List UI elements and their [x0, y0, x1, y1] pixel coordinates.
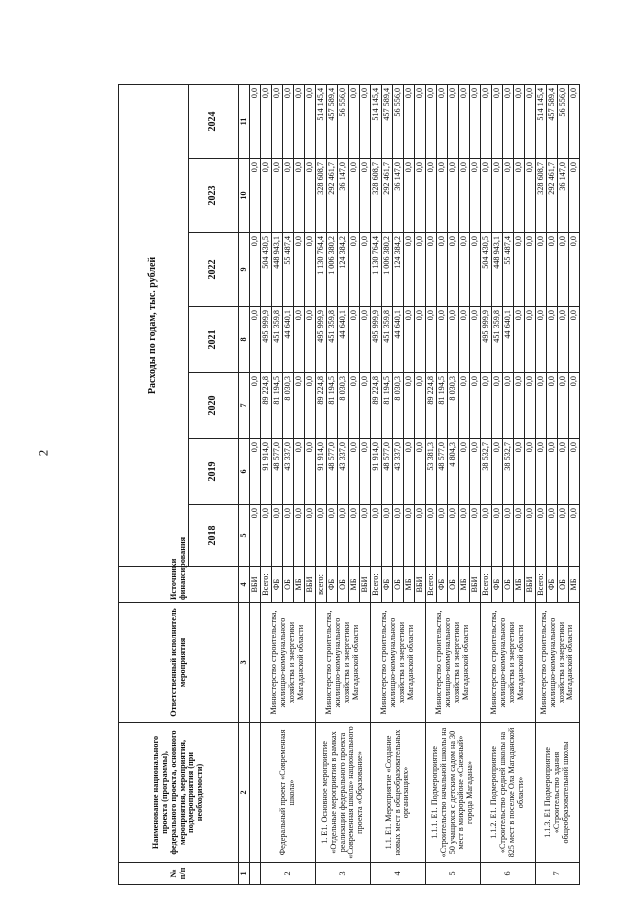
- row-source: Всего:: [536, 567, 547, 603]
- row-value: 55 487,4: [283, 233, 294, 307]
- row-value: 0,0: [492, 373, 503, 439]
- page-number: 2: [35, 449, 51, 457]
- row-value: 0,0: [415, 307, 426, 373]
- row-value: 53 381,3: [426, 439, 437, 505]
- row-number: 3: [316, 863, 371, 885]
- row-value: 0,0: [503, 84, 514, 158]
- table-row: [481, 84, 492, 884]
- row-value: 0,0: [448, 84, 459, 158]
- row-value: 0,0: [360, 505, 371, 567]
- row-value: 0,0: [481, 373, 492, 439]
- row-value: 0,0: [514, 439, 525, 505]
- row-source: ФБ: [327, 567, 338, 603]
- row-source: Всего:: [481, 567, 492, 603]
- row-value: 0,0: [558, 233, 569, 307]
- row-value: 0,0: [448, 505, 459, 567]
- row-value: 0,0: [404, 159, 415, 233]
- row-value: 8 030,3: [283, 373, 294, 439]
- row-value: 0,0: [547, 373, 558, 439]
- row-value: 504 430,5: [481, 233, 492, 307]
- row-value: 36 147,0: [558, 159, 569, 233]
- row-value: 292 461,7: [547, 159, 558, 233]
- row-value: 0,0: [459, 439, 470, 505]
- row-source: ФБ: [272, 567, 283, 603]
- row-value: 0,0: [316, 505, 327, 567]
- header-year: 2019: [189, 439, 239, 505]
- header-column-number: 7: [239, 373, 250, 439]
- row-value: 0,0: [514, 159, 525, 233]
- row-value: 89 224,8: [316, 373, 327, 439]
- row-source: ВБИ: [360, 567, 371, 603]
- row-value: 0,0: [404, 373, 415, 439]
- header-expenses: Расходы по годам, тыс. рублей: [119, 84, 189, 566]
- row-value: 36 147,0: [393, 159, 404, 233]
- row-value: 0,0: [503, 505, 514, 567]
- row-value: 0,0: [283, 159, 294, 233]
- header-year: 2020: [189, 373, 239, 439]
- row-value: 457 589,4: [327, 84, 338, 158]
- row-value: 0,0: [459, 505, 470, 567]
- row-value: 56 556,0: [558, 84, 569, 158]
- row-value: 0,0: [514, 84, 525, 158]
- row-value: 0,0: [360, 307, 371, 373]
- row-name: [250, 723, 261, 863]
- row-source: ОБ: [338, 567, 349, 603]
- row-value: 0,0: [547, 233, 558, 307]
- row-source: ВБИ: [525, 567, 536, 603]
- row-value: 457 589,4: [382, 84, 393, 158]
- row-source: ФБ: [382, 567, 393, 603]
- row-value: 0,0: [536, 439, 547, 505]
- row-value: 0,0: [349, 159, 360, 233]
- row-value: 0,0: [459, 373, 470, 439]
- row-value: 0,0: [272, 505, 283, 567]
- header-column-number: 6: [239, 439, 250, 505]
- row-value: 0,0: [305, 233, 316, 307]
- row-value: 0,0: [371, 505, 382, 567]
- row-source: ВБИ: [415, 567, 426, 603]
- row-value: 0,0: [272, 159, 283, 233]
- row-value: 44 640,1: [338, 307, 349, 373]
- row-value: 0,0: [382, 505, 393, 567]
- row-value: 0,0: [525, 233, 536, 307]
- row-executor: Министерство строительства, жилищно-коммунального хозяйства и энергетики Магаданской области: [536, 603, 580, 723]
- row-value: 0,0: [569, 307, 580, 373]
- row-value: 0,0: [360, 233, 371, 307]
- row-source: МБ: [459, 567, 470, 603]
- row-value: 0,0: [283, 505, 294, 567]
- row-value: 0,0: [470, 373, 481, 439]
- row-value: 0,0: [349, 233, 360, 307]
- row-value: 89 224,8: [261, 373, 272, 439]
- header-column-number: 8: [239, 307, 250, 373]
- row-value: 0,0: [525, 505, 536, 567]
- row-source: ФБ: [437, 567, 448, 603]
- row-value: 451 359,8: [382, 307, 393, 373]
- row-value: 43 337,0: [283, 439, 294, 505]
- row-value: 0,0: [426, 84, 437, 158]
- row-value: 0,0: [558, 439, 569, 505]
- header-source: Источники финансирования: [119, 567, 239, 603]
- row-value: 124 384,2: [338, 233, 349, 307]
- row-value: 0,0: [547, 505, 558, 567]
- row-value: 495 999,9: [481, 307, 492, 373]
- row-value: 0,0: [514, 505, 525, 567]
- row-value: 81 194,5: [327, 373, 338, 439]
- row-value: 48 577,0: [272, 439, 283, 505]
- header-column-number: 3: [239, 603, 250, 723]
- row-value: 0,0: [250, 233, 261, 307]
- row-value: 0,0: [558, 307, 569, 373]
- row-value: 495 999,9: [371, 307, 382, 373]
- row-value: 0,0: [305, 373, 316, 439]
- header-column-number: 2: [239, 723, 250, 863]
- header-column-number: 10: [239, 159, 250, 233]
- header-executor: Ответственный исполнитель мероприятия: [119, 603, 239, 723]
- header-column-number: 1: [239, 863, 250, 885]
- row-value: 451 359,8: [492, 307, 503, 373]
- row-value: 328 608,7: [536, 159, 547, 233]
- row-value: 4 804,3: [448, 439, 459, 505]
- row-value: 0,0: [294, 233, 305, 307]
- row-executor: Министерство строительства, жилищно-коммунального хозяйства и энергетики Магаданской области: [426, 603, 481, 723]
- row-value: 0,0: [305, 307, 316, 373]
- row-value: 0,0: [261, 84, 272, 158]
- header-column-number: 5: [239, 505, 250, 567]
- row-value: 0,0: [525, 439, 536, 505]
- row-name: 1.1. Е1. Мероприятие «Создание новых мест в общеобразовательных организациях»: [371, 723, 426, 863]
- row-value: 44 640,1: [283, 307, 294, 373]
- row-source: ОБ: [393, 567, 404, 603]
- row-name: 1.1.2. Е1. Подмероприятие «Строительство средней школы на 825 мест в поселке Ола Магаданской области»: [481, 723, 536, 863]
- row-value: 0,0: [250, 439, 261, 505]
- row-value: 0,0: [294, 373, 305, 439]
- header-name: Наименование национального проекта (программы), федерального проекта, основного мероприятия, мероприятия, подмероприятия (при необходимости): [119, 723, 239, 863]
- row-value: 0,0: [404, 233, 415, 307]
- row-executor: Министерство строительства, жилищно-коммунального хозяйства и энергетики Магаданской области: [371, 603, 426, 723]
- row-source: ОБ: [503, 567, 514, 603]
- table-row: [536, 84, 547, 884]
- row-value: 0,0: [514, 373, 525, 439]
- row-source: МБ: [349, 567, 360, 603]
- row-value: 48 577,0: [327, 439, 338, 505]
- row-value: 0,0: [426, 233, 437, 307]
- row-value: 0,0: [294, 84, 305, 158]
- row-value: 0,0: [283, 84, 294, 158]
- table-row: [250, 84, 261, 884]
- row-value: 0,0: [305, 439, 316, 505]
- row-value: 0,0: [514, 307, 525, 373]
- row-value: 495 999,9: [261, 307, 272, 373]
- table-row: [371, 84, 382, 884]
- row-value: 48 577,0: [382, 439, 393, 505]
- header-year: 2021: [189, 307, 239, 373]
- row-name: 1.1.3. Е1 Подмероприятие «Строительство здания общеобразовательной школы: [536, 723, 580, 863]
- row-value: 43 337,0: [338, 439, 349, 505]
- row-value: 0,0: [415, 159, 426, 233]
- row-source: ВБИ: [305, 567, 316, 603]
- row-value: 328 608,7: [371, 159, 382, 233]
- row-value: 0,0: [415, 233, 426, 307]
- row-value: 0,0: [437, 233, 448, 307]
- row-name: Федеральный проект «Современная школа»: [261, 723, 316, 863]
- row-value: 0,0: [470, 233, 481, 307]
- row-value: 0,0: [470, 84, 481, 158]
- row-value: 328 608,7: [316, 159, 327, 233]
- row-value: 89 224,8: [371, 373, 382, 439]
- row-value: 0,0: [404, 505, 415, 567]
- row-value: 0,0: [525, 307, 536, 373]
- row-number: 6: [481, 863, 536, 885]
- row-value: 0,0: [558, 373, 569, 439]
- row-value: 451 359,8: [272, 307, 283, 373]
- row-value: 0,0: [547, 439, 558, 505]
- row-value: 56 556,0: [393, 84, 404, 158]
- row-value: 0,0: [492, 159, 503, 233]
- row-value: 0,0: [536, 505, 547, 567]
- row-value: 0,0: [294, 439, 305, 505]
- row-value: 56 556,0: [338, 84, 349, 158]
- row-value: 0,0: [426, 505, 437, 567]
- row-value: 504 430,5: [261, 233, 272, 307]
- row-value: 0,0: [360, 439, 371, 505]
- row-source: МБ: [569, 567, 580, 603]
- row-value: 38 532,7: [503, 439, 514, 505]
- row-value: 0,0: [481, 84, 492, 158]
- row-value: 89 224,8: [426, 373, 437, 439]
- row-value: 0,0: [536, 233, 547, 307]
- row-value: 0,0: [404, 439, 415, 505]
- row-value: 0,0: [294, 159, 305, 233]
- row-value: 0,0: [349, 84, 360, 158]
- row-value: 0,0: [437, 84, 448, 158]
- row-source: ФБ: [492, 567, 503, 603]
- row-number: 2: [261, 863, 316, 885]
- row-value: 0,0: [415, 439, 426, 505]
- row-value: 81 194,5: [437, 373, 448, 439]
- table-row: [261, 84, 272, 884]
- row-value: 0,0: [470, 505, 481, 567]
- row-value: 0,0: [459, 307, 470, 373]
- row-value: 0,0: [360, 84, 371, 158]
- row-value: 0,0: [569, 159, 580, 233]
- row-value: 91 914,0: [371, 439, 382, 505]
- row-value: 0,0: [536, 307, 547, 373]
- row-value: 0,0: [503, 373, 514, 439]
- row-source: ВБИ: [470, 567, 481, 603]
- header-year: 2022: [189, 233, 239, 307]
- row-value: 0,0: [415, 84, 426, 158]
- row-value: 0,0: [349, 505, 360, 567]
- row-value: 0,0: [250, 373, 261, 439]
- header-column-number: 9: [239, 233, 250, 307]
- row-value: 0,0: [250, 505, 261, 567]
- row-value: 0,0: [305, 84, 316, 158]
- row-value: 0,0: [250, 84, 261, 158]
- header-year: 2018: [189, 505, 239, 567]
- row-value: 0,0: [459, 233, 470, 307]
- row-value: 0,0: [437, 505, 448, 567]
- row-source: ОБ: [283, 567, 294, 603]
- row-value: 0,0: [525, 159, 536, 233]
- row-source: Всего:: [426, 567, 437, 603]
- row-value: 1 006 380,2: [327, 233, 338, 307]
- row-executor: Министерство строительства, жилищно-коммунального хозяйства и энергетики Магаданской области: [481, 603, 536, 723]
- row-value: 1 006 380,2: [382, 233, 393, 307]
- row-source: всего:: [316, 567, 327, 603]
- row-value: 0,0: [338, 505, 349, 567]
- row-source: ФБ: [547, 567, 558, 603]
- row-value: 8 030,3: [338, 373, 349, 439]
- row-value: 55 487,4: [503, 233, 514, 307]
- row-value: 0,0: [437, 159, 448, 233]
- row-value: 448 943,1: [492, 233, 503, 307]
- row-source: ОБ: [448, 567, 459, 603]
- row-source: ОБ: [558, 567, 569, 603]
- row-value: 0,0: [448, 233, 459, 307]
- row-value: 0,0: [426, 159, 437, 233]
- row-value: 0,0: [481, 159, 492, 233]
- row-value: 0,0: [525, 84, 536, 158]
- row-value: 0,0: [448, 307, 459, 373]
- row-value: 0,0: [261, 505, 272, 567]
- row-number: 4: [371, 863, 426, 885]
- row-value: 292 461,7: [382, 159, 393, 233]
- row-value: 0,0: [514, 233, 525, 307]
- row-value: 457 589,4: [547, 84, 558, 158]
- header-number: № п/п: [119, 863, 239, 885]
- row-value: 0,0: [415, 505, 426, 567]
- row-value: 81 194,5: [272, 373, 283, 439]
- row-executor: Министерство строительства, жилищно-коммунального хозяйства и энергетики Магаданской области: [316, 603, 371, 723]
- row-value: 0,0: [349, 373, 360, 439]
- header-column-number: 11: [239, 84, 250, 158]
- row-source: МБ: [294, 567, 305, 603]
- row-value: 0,0: [569, 233, 580, 307]
- row-value: 514 145,4: [371, 84, 382, 158]
- row-source: ВБИ: [250, 567, 261, 603]
- row-value: 0,0: [569, 439, 580, 505]
- row-source: МБ: [404, 567, 415, 603]
- row-value: 0,0: [294, 307, 305, 373]
- row-value: 0,0: [558, 505, 569, 567]
- table-row: [316, 84, 327, 884]
- row-value: 91 914,0: [316, 439, 327, 505]
- row-value: 0,0: [393, 505, 404, 567]
- row-value: 48 577,0: [437, 439, 448, 505]
- budget-table: [118, 84, 580, 885]
- row-value: 0,0: [569, 373, 580, 439]
- row-value: 44 640,1: [503, 307, 514, 373]
- header-year: 2023: [189, 159, 239, 233]
- row-value: 514 145,4: [536, 84, 547, 158]
- table-row: [426, 84, 437, 884]
- row-value: 451 359,8: [327, 307, 338, 373]
- row-value: 124 384,2: [393, 233, 404, 307]
- row-value: 0,0: [360, 373, 371, 439]
- row-value: 0,0: [448, 159, 459, 233]
- row-value: 0,0: [404, 84, 415, 158]
- row-value: 0,0: [415, 373, 426, 439]
- row-value: 0,0: [470, 159, 481, 233]
- row-value: 0,0: [481, 505, 492, 567]
- row-value: 0,0: [261, 159, 272, 233]
- row-value: 0,0: [525, 373, 536, 439]
- header-column-number: 4: [239, 567, 250, 603]
- row-value: 514 145,4: [316, 84, 327, 158]
- row-value: 91 914,0: [261, 439, 272, 505]
- row-value: 0,0: [349, 439, 360, 505]
- row-value: 0,0: [547, 307, 558, 373]
- row-value: 0,0: [327, 505, 338, 567]
- row-value: 0,0: [569, 505, 580, 567]
- row-source: Всего:: [261, 567, 272, 603]
- row-value: 43 337,0: [393, 439, 404, 505]
- row-number: [250, 863, 261, 885]
- row-value: 44 640,1: [393, 307, 404, 373]
- row-value: 0,0: [426, 307, 437, 373]
- row-value: 0,0: [250, 307, 261, 373]
- row-executor: Министерство строительства, жилищно-коммунального хозяйства и энергетики Магаданской области: [261, 603, 316, 723]
- row-value: 81 194,5: [382, 373, 393, 439]
- row-value: 0,0: [305, 505, 316, 567]
- row-executor: [250, 603, 261, 723]
- row-value: 0,0: [305, 159, 316, 233]
- row-value: 1 130 764,4: [371, 233, 382, 307]
- row-value: 292 461,7: [327, 159, 338, 233]
- row-name: 1. Е1. Основное мероприятие «Отдельные мероприятия в рамках реализации федерального проекта «Современная школа» национального проекта «Образование»: [316, 723, 371, 863]
- row-value: 448 943,1: [272, 233, 283, 307]
- row-source: МБ: [514, 567, 525, 603]
- row-value: 495 999,9: [316, 307, 327, 373]
- row-name: 1.1.1. Е1. Подмероприятие «Строительство начальной школы на 50 учащихся с детским садом на 30 мест в микрорайоне «Снежный» города Магадана»: [426, 723, 481, 863]
- row-value: 1 130 764,4: [316, 233, 327, 307]
- row-value: 8 030,3: [448, 373, 459, 439]
- budget-table-rotated: [118, 85, 638, 885]
- row-value: 36 147,0: [338, 159, 349, 233]
- row-value: 0,0: [272, 84, 283, 158]
- row-value: 0,0: [492, 505, 503, 567]
- row-value: 0,0: [437, 307, 448, 373]
- row-value: 0,0: [470, 307, 481, 373]
- row-number: 5: [426, 863, 481, 885]
- row-value: 0,0: [250, 159, 261, 233]
- row-value: 0,0: [360, 159, 371, 233]
- row-value: 0,0: [492, 439, 503, 505]
- row-value: 0,0: [492, 84, 503, 158]
- row-value: 0,0: [536, 373, 547, 439]
- row-number: 7: [536, 863, 580, 885]
- row-value: 0,0: [503, 159, 514, 233]
- row-source: Всего:: [371, 567, 382, 603]
- row-value: 0,0: [470, 439, 481, 505]
- row-value: 0,0: [294, 505, 305, 567]
- row-value: 0,0: [459, 159, 470, 233]
- row-value: 0,0: [569, 84, 580, 158]
- row-value: 0,0: [404, 307, 415, 373]
- header-year: 2024: [189, 84, 239, 158]
- row-value: 0,0: [459, 84, 470, 158]
- row-value: 8 030,3: [393, 373, 404, 439]
- row-value: 38 532,7: [481, 439, 492, 505]
- row-value: 0,0: [349, 307, 360, 373]
